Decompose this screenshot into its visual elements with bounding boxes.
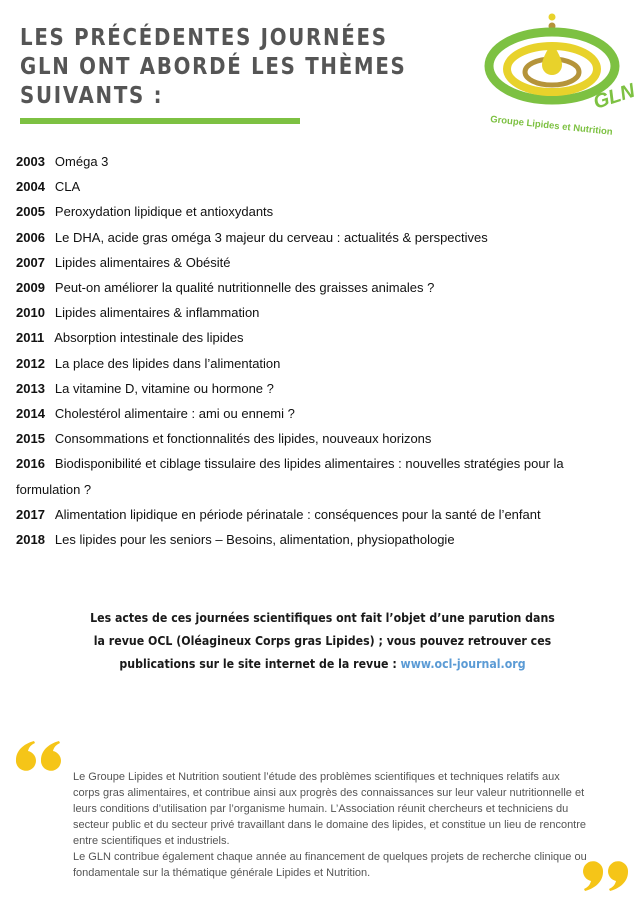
title-underline xyxy=(20,118,300,124)
topic-year: 2004 xyxy=(16,179,45,195)
topic-year: 2010 xyxy=(16,305,45,321)
topic-label: Cholestérol alimentaire : ami ou ennemi ? xyxy=(54,406,295,422)
publication-text: Les actes de ces journées scientifiques ont fait l’objet d’une parution dans la revue OCL (Oléagineux Corps gras Lipides) ; vous pouvez retrouver ces publications sur le site internet de la revue : xyxy=(90,610,555,671)
topic-year: 2012 xyxy=(16,355,45,371)
topic-item xyxy=(16,351,628,376)
topic-year: 2011 xyxy=(16,330,45,346)
topic-item xyxy=(16,225,628,250)
topic-label: Consommations et fonctionnalités des lipides, nouveaux horizons xyxy=(54,431,432,447)
topic-label: Oméga 3 xyxy=(54,154,109,169)
topic-year: 2005 xyxy=(16,204,45,220)
topic-list xyxy=(16,149,628,552)
topic-label: La place des lipides dans l’alimentation xyxy=(54,355,281,371)
topic-label: Absorption intestinale des lipides xyxy=(54,330,244,346)
topic-year: 2014 xyxy=(16,406,45,422)
topic-item xyxy=(16,451,628,501)
topic-item xyxy=(16,325,628,350)
title-line-2: GLN ONT ABORDÉ LES THÈMES xyxy=(20,54,407,80)
topic-year: 2018 xyxy=(16,532,45,548)
topic-year: 2009 xyxy=(16,280,45,296)
about-paragraph-1: Le Groupe Lipides et Nutrition soutient l’étude des problèmes scientifiques et techniques relatifs aux corps gras alimentaires, et contribue ainsi aux progrès des connaissances sur leur valeur nutritionnelle et leurs conditions d’utilisation par l’organisme humain. L’Association réunit chercheurs et techniciens du secteur public et du secteur privé travaillant dans le domaine des lipides, et constitue un lieu de rencontre entre scientifiques et industriels. xyxy=(73,771,587,847)
topic-item xyxy=(16,250,628,275)
ocl-journal-link[interactable]: www.ocl-journal.org xyxy=(400,656,526,671)
logo-subtitle: Groupe Lipides et Nutrition xyxy=(489,114,614,138)
topic-item xyxy=(16,275,628,300)
topic-year: 2017 xyxy=(16,506,45,522)
topic-label: Lipides alimentaires & inflammation xyxy=(54,305,260,321)
topic-label: Alimentation lipidique en période périnatale : conséquences pour la santé de l’enfant xyxy=(54,506,541,522)
title-line-1: LES PRÉCÉDENTES JOURNÉES xyxy=(20,25,388,51)
topic-item xyxy=(16,376,628,401)
topic-item xyxy=(16,426,628,451)
topic-label: Peut-on améliorer la qualité nutritionnelle des graisses animales ? xyxy=(54,280,435,296)
topic-item xyxy=(16,174,628,199)
logo-gln-text: GLN xyxy=(590,79,638,114)
about-paragraph-2: Le GLN contribue également chaque année au financement de quelques projets de recherche clinique ou fondamentale sur la thématique générale Lipides et Nutrition. xyxy=(73,851,587,879)
topic-label: Les lipides pour les seniors – Besoins, alimentation, physiopathologie xyxy=(54,532,455,548)
close-quote-icon xyxy=(582,858,630,894)
topic-item xyxy=(16,149,628,174)
topic-label: CLA xyxy=(54,179,81,195)
topic-year: 2016 xyxy=(16,456,45,472)
topic-item xyxy=(16,199,628,224)
about-gln xyxy=(73,769,588,881)
topic-year: 2015 xyxy=(16,431,45,447)
topic-year: 2003 xyxy=(16,154,45,169)
topic-item xyxy=(16,300,628,325)
topic-year: 2006 xyxy=(16,229,45,245)
topic-item xyxy=(16,502,628,527)
topic-label: Peroxydation lipidique et antioxydants xyxy=(54,204,274,220)
topic-year: 2007 xyxy=(16,254,45,270)
topic-item xyxy=(16,527,628,552)
topic-label: Biodisponibilité et ciblage tissulaire des lipides alimentaires : nouvelles stratégies pour la formulation ? xyxy=(16,456,564,497)
topic-label: La vitamine D, vitamine ou hormone ? xyxy=(54,380,274,396)
publication-note xyxy=(83,606,563,675)
title-line-3: SUIVANTS : xyxy=(20,83,164,109)
open-quote-icon xyxy=(14,738,62,772)
topic-item xyxy=(16,401,628,426)
topic-label: Le DHA, acide gras oméga 3 majeur du cerveau : actualités & perspectives xyxy=(54,229,488,245)
topic-label: Lipides alimentaires & Obésité xyxy=(54,254,231,270)
page-title xyxy=(20,24,407,111)
gln-logo-icon xyxy=(480,4,638,138)
topic-year: 2013 xyxy=(16,380,45,396)
